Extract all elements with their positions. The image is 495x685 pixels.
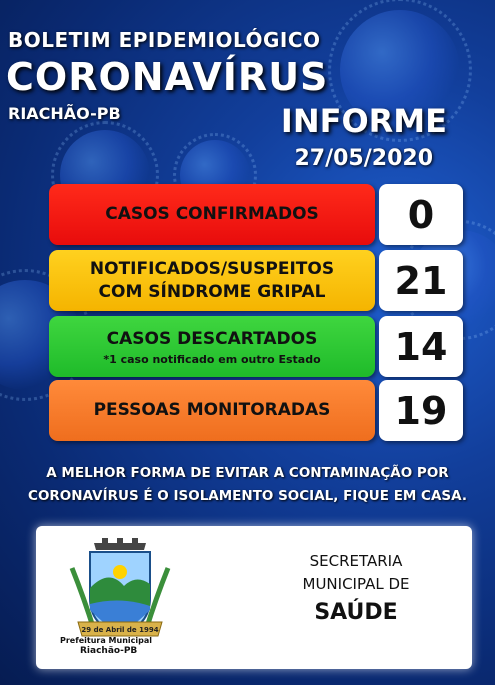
isolation-message	[0, 462, 495, 508]
suspected-cases-label-line2: COM SÍNDROME GRIPAL	[98, 281, 326, 302]
isolation-message-line2: CORONAVÍRUS É O ISOLAMENTO SOCIAL, FIQUE EM CASA.	[28, 488, 467, 504]
page-title: CORONAVÍRUS	[6, 55, 329, 99]
confirmed-cases-label: CASOS CONFIRMADOS	[105, 204, 319, 224]
city-name: RIACHÃO-PB	[8, 104, 121, 123]
secretaria-line2: MUNICIPAL DE	[302, 575, 410, 593]
confirmed-cases-value: 0	[379, 184, 463, 245]
report-date: 27/05/2020	[294, 146, 433, 171]
secretaria-block	[256, 550, 456, 625]
discarded-cases-label-box	[49, 316, 375, 377]
confirmed-cases-label-box	[49, 184, 375, 245]
monitored-people-value: 19	[379, 380, 463, 441]
suspected-cases-value: 21	[379, 250, 463, 311]
discarded-cases-label: CASOS DESCARTADOS	[106, 328, 318, 349]
suspected-cases-label-line1: NOTIFICADOS/SUSPEITOS	[89, 258, 335, 279]
bulletin-title: BOLETIM EPIDEMIOLÓGICO	[8, 28, 321, 52]
logo-date-text: 29 de Abril de 1994	[81, 626, 159, 634]
secretaria-line1: SECRETARIA	[309, 552, 403, 570]
secretaria-line3: SAÚDE	[314, 600, 398, 625]
informe-label: INFORME	[280, 102, 447, 140]
logo-city: Riachão-PB	[80, 646, 138, 656]
logo-name: Prefeitura Municipal	[60, 636, 152, 645]
isolation-message-line1: A MELHOR FORMA DE EVITAR A CONTAMINAÇÃO POR	[46, 465, 449, 481]
monitored-people-label: PESSOAS MONITORADAS	[93, 400, 331, 420]
discarded-cases-note: *1 caso notificado em outro Estado	[103, 352, 321, 366]
footer-card	[36, 526, 472, 669]
discarded-cases-value: 14	[379, 316, 463, 377]
monitored-people-label-box	[49, 380, 375, 441]
suspected-cases-label-box	[49, 250, 375, 311]
